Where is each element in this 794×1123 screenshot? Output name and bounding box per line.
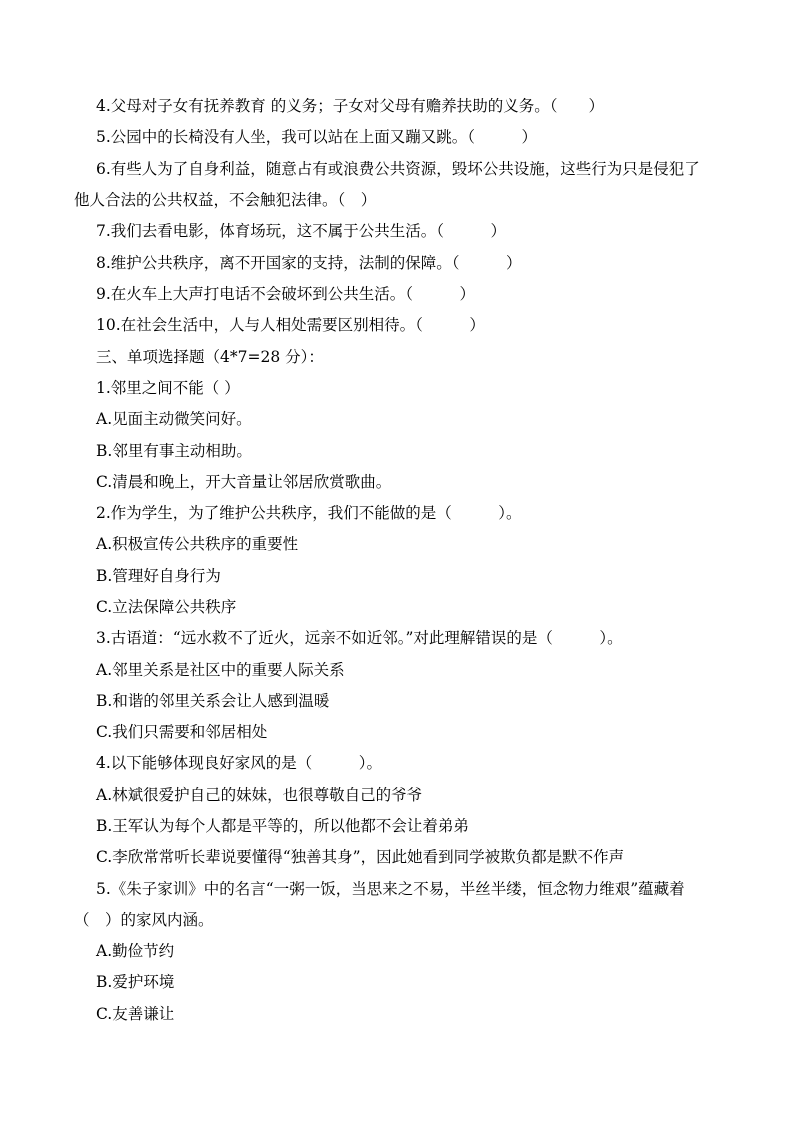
judgment-item-5: 5.公园中的长椅没有人坐，我可以站在上面又蹦又跳。（ ） (96, 128, 538, 146)
question-5-option-b: B.爱护环境 (96, 973, 175, 991)
question-3-option-a: A.邻里关系是社区中的重要人际关系 (96, 661, 345, 679)
judgment-item-7: 7.我们去看电影，体育场玩，这不属于公共生活。（ ） (96, 222, 507, 240)
section-heading: 三、单项选择题（4*7=28 分）： (96, 348, 324, 366)
question-1-option-a: A.见面主动微笑问好。 (96, 410, 252, 428)
question-2-stem: 2.作为学生，为了维护公共秩序，我们不能做的是（ ）。 (96, 504, 522, 522)
question-5-stem-cont: （ ）的家风内涵。 (74, 911, 214, 929)
question-4-option-b: B.王军认为每个人都是平等的，所以他都不会让着弟弟 (96, 817, 469, 835)
question-5-stem: 5.《朱子家训》中的名言“一粥一饭，当思来之不易，半丝半缕，恒念物力维艰”蕴藏着 (96, 880, 685, 898)
judgment-item-8: 8.维护公共秩序，离不开国家的支持，法制的保障。（ ） (96, 254, 522, 272)
question-4-stem: 4.以下能够体现良好家风的是（ ）。 (96, 754, 383, 772)
question-2-option-b: B.管理好自身行为 (96, 567, 221, 585)
question-2-option-c: C.立法保障公共秩序 (96, 598, 237, 616)
question-5-option-c: C.友善谦让 (96, 1005, 175, 1023)
question-3-option-c: C.我们只需要和邻居相处 (96, 723, 268, 741)
question-2-option-a: A.积极宣传公共秩序的重要性 (96, 535, 299, 553)
question-1-stem: 1.邻里之间不能（ ） (96, 379, 240, 397)
question-3-stem: 3.古语道：“远水救不了近火，远亲不如近邻。”对此理解错误的是（ ）。 (96, 629, 623, 647)
question-3-option-b: B.和谐的邻里关系会让人感到温暖 (96, 692, 330, 710)
question-5-option-a: A.勤俭节约 (96, 942, 175, 960)
question-4-option-c: C.李欣常常听长辈说要懂得“独善其身”，因此她看到同学被欺负都是默不作声 (96, 848, 625, 866)
judgment-item-10: 10.在社会生活中，人与人相处需要区别相待。（ ） (96, 316, 485, 334)
question-4-option-a: A.林斌很爱护自己的妹妹，也很尊敬自己的爷爷 (96, 786, 423, 804)
judgment-item-4: 4.父母对子女有抚养教育 的义务；子女对父母有赡养扶助的义务。（ ） (96, 97, 604, 115)
question-1-option-c: C.清晨和晚上，开大音量让邻居欣赏歌曲。 (96, 473, 392, 491)
judgment-item-6: 6.有些人为了自身利益，随意占有或浪费公共资源，毁坏公共设施，这些行为只是侵犯了 (96, 160, 700, 178)
question-1-option-b: B.邻里有事主动相助。 (96, 442, 252, 460)
judgment-item-6-cont: 他人合法的公共权益，不会触犯法律。（ ） (74, 191, 377, 209)
judgment-item-9: 9.在火车上大声打电话不会破坏到公共生活。（ ） (96, 285, 476, 303)
